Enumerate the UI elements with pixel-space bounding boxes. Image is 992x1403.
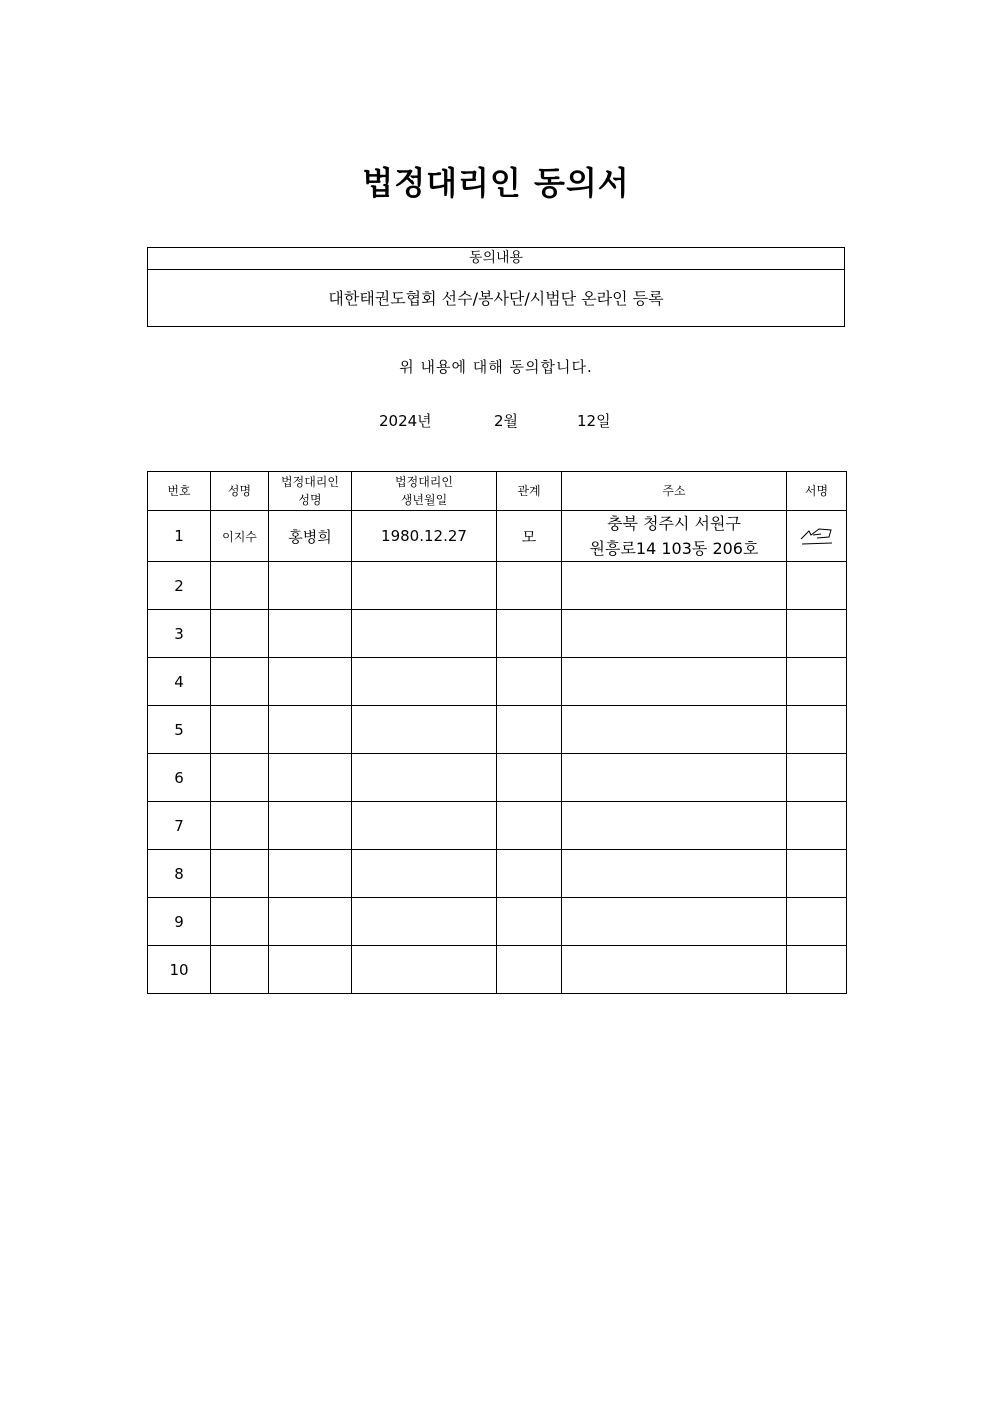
table-header-row	[148, 472, 847, 511]
table-row	[148, 898, 847, 946]
signature-mark	[799, 525, 835, 547]
header-name: 성명	[211, 472, 269, 511]
header-guardian-name-line1: 법정대리인	[281, 475, 339, 489]
row-relation: 모	[497, 511, 562, 562]
guardian-table	[147, 471, 847, 994]
header-guardian-name	[269, 472, 352, 511]
consent-content: 대한태권도협회 선수/봉사단/시범단 온라인 등록	[328, 289, 664, 308]
table-row	[148, 706, 847, 754]
row-address-line2: 원흥로14 103동 206호	[589, 539, 759, 558]
row-no: 1	[148, 511, 211, 562]
header-address: 주소	[562, 472, 787, 511]
date-year: 2024년	[379, 412, 432, 430]
row-guardian-birth: 1980.12.27	[352, 511, 497, 562]
row-guardian-name: 홍병희	[269, 511, 352, 562]
row-no: 9	[148, 898, 211, 946]
table-row	[148, 511, 847, 562]
table-row	[148, 658, 847, 706]
date-day: 12일	[577, 412, 611, 430]
row-no: 5	[148, 706, 211, 754]
row-name: 이지수	[211, 511, 269, 562]
row-no: 3	[148, 610, 211, 658]
header-relation: 관계	[497, 472, 562, 511]
row-no: 2	[148, 562, 211, 610]
table-row	[148, 562, 847, 610]
row-address	[562, 511, 787, 562]
header-guardian-birth-line2: 생년월일	[400, 493, 448, 507]
table-row	[148, 802, 847, 850]
header-guardian-name-line2: 성명	[298, 493, 322, 507]
row-no: 8	[148, 850, 211, 898]
header-guardian-birth-line1: 법정대리인	[395, 475, 453, 489]
row-signature	[787, 511, 847, 562]
agree-statement: 위 내용에 대해 동의합니다.	[399, 358, 593, 376]
table-row	[148, 946, 847, 994]
row-no: 4	[148, 658, 211, 706]
header-signature: 서명	[787, 472, 847, 511]
table-row	[148, 754, 847, 802]
table-row	[148, 610, 847, 658]
table-row	[148, 850, 847, 898]
document-title: 법정대리인 동의서	[362, 164, 630, 202]
header-no: 번호	[148, 472, 211, 511]
header-guardian-birth	[352, 472, 497, 511]
consent-box	[147, 247, 845, 327]
consent-header: 동의내용	[148, 248, 844, 270]
row-no: 7	[148, 802, 211, 850]
date-month: 2월	[494, 412, 519, 430]
row-no: 10	[148, 946, 211, 994]
row-no: 6	[148, 754, 211, 802]
row-address-line1: 충북 청주시 서원구	[607, 514, 741, 533]
